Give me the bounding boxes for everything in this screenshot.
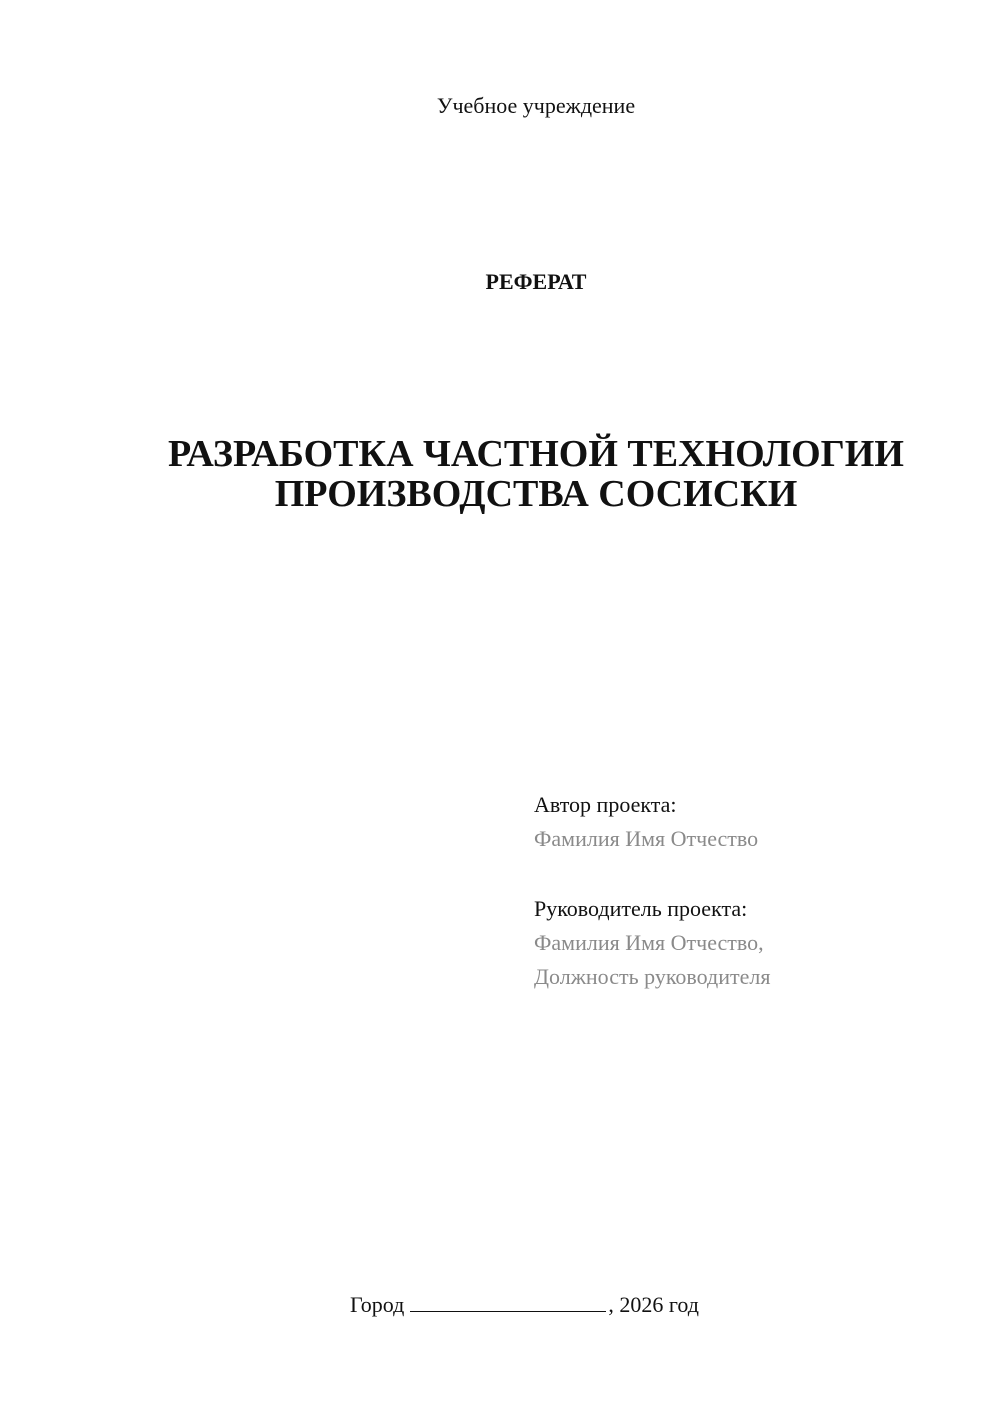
credits-spacer <box>534 856 770 892</box>
institution-name: Учебное учреждение <box>436 93 636 118</box>
supervisor-name: Фамилия Имя Отчество, <box>534 930 764 955</box>
city-label: Город <box>350 1292 405 1317</box>
author-label: Автор проекта: <box>534 792 677 817</box>
year-text: , 2026 год <box>608 1292 699 1317</box>
supervisor-label: Руководитель проекта: <box>534 896 748 921</box>
supervisor-position: Должность руководителя <box>534 964 771 989</box>
city-blank-line <box>410 1291 606 1312</box>
footer-city-year <box>350 1290 699 1320</box>
document-type: РЕФЕРАТ <box>485 269 587 294</box>
document-title-line-1: РАЗРАБОТКА ЧАСТНОЙ ТЕХНОЛОГИИ <box>168 433 904 475</box>
credits-block <box>534 788 770 994</box>
document-title <box>0 434 1000 514</box>
document-title-line-2: ПРОИЗВОДСТВА СОСИСКИ <box>274 473 798 515</box>
author-name: Фамилия Имя Отчество <box>534 826 759 851</box>
